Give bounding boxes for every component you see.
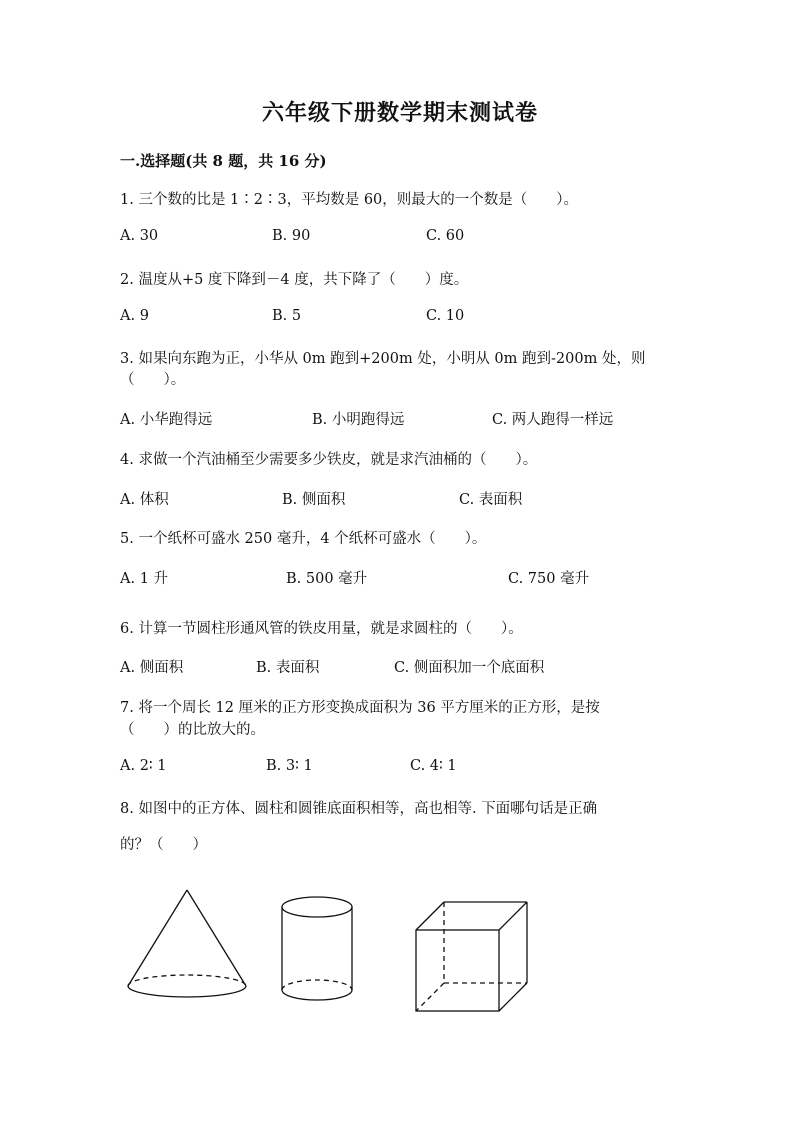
question-3-option-b[interactable]: B. 小明跑得远 — [312, 412, 405, 428]
question-1-option-c[interactable]: C. 60 — [426, 228, 465, 244]
question-5-option-a[interactable]: A. 1 升 — [120, 571, 169, 587]
question-5-option-c[interactable]: C. 750 毫升 — [508, 571, 590, 587]
question-7-text-line-2: （ ）的比放大的。 — [120, 722, 265, 738]
question-7-text-line-1: 7. 将一个周长 12 厘米的正方形变换成面积为 36 平方厘米的正方形，是按 — [120, 700, 600, 716]
question-4-option-a[interactable]: A. 体积 — [120, 492, 169, 508]
question-6-text: 6. 计算一节圆柱形通风管的铁皮用量，就是求圆柱的（ ）。 — [120, 621, 523, 637]
question-8-text-line-2: 的？（ ） — [120, 837, 207, 853]
question-2-text: 2. 温度从+5 度下降到－4 度，共下降了（ ）度。 — [120, 272, 469, 288]
question-3-option-c[interactable]: C. 两人跑得一样远 — [492, 412, 614, 428]
question-7-option-c[interactable]: C. 4∶ 1 — [410, 758, 457, 774]
question-1-option-a[interactable]: A. 30 — [120, 228, 159, 244]
question-5-text: 5. 一个纸杯可盛水 250 毫升，4 个纸杯可盛水（ ）。 — [120, 531, 487, 547]
solids-figure — [110, 880, 540, 1020]
question-6-option-c[interactable]: C. 侧面积加一个底面积 — [394, 660, 545, 676]
question-3-text-line-1: 3. 如果向东跑为正，小华从 0m 跑到+200m 处，小明从 0m 跑到-200m 处，则 — [120, 351, 646, 367]
question-2-option-c[interactable]: C. 10 — [426, 308, 465, 324]
question-8-text-line-1: 8. 如图中的正方体、圆柱和圆锥底面积相等，高也相等. 下面哪句话是正确 — [120, 801, 598, 817]
section-heading: 一.选择题(共 8 题，共 16 分) — [120, 152, 327, 170]
question-2-option-b[interactable]: B. 5 — [272, 308, 302, 324]
question-6-option-a[interactable]: A. 侧面积 — [120, 660, 184, 676]
question-4-text: 4. 求做一个汽油桶至少需要多少铁皮，就是求汽油桶的（ ）。 — [120, 452, 538, 468]
question-2-option-a[interactable]: A. 9 — [120, 308, 149, 324]
question-4-option-c[interactable]: C. 表面积 — [459, 492, 523, 508]
question-1-text: 1. 三个数的比是 1∶2∶3，平均数是 60，则最大的一个数是（ ）。 — [120, 192, 579, 208]
question-4-option-b[interactable]: B. 侧面积 — [282, 492, 346, 508]
page-title: 六年级下册数学期末测试卷 — [261, 100, 538, 126]
question-7-option-a[interactable]: A. 2∶ 1 — [120, 758, 167, 774]
question-3-option-a[interactable]: A. 小华跑得远 — [120, 412, 213, 428]
question-7-option-b[interactable]: B. 3∶ 1 — [266, 758, 313, 774]
question-5-option-b[interactable]: B. 500 毫升 — [286, 571, 368, 587]
cylinder-figure — [282, 897, 352, 1000]
question-1-option-b[interactable]: B. 90 — [272, 228, 311, 244]
question-3-text-line-2: （ ）。 — [120, 372, 186, 388]
question-6-option-b[interactable]: B. 表面积 — [256, 660, 320, 676]
cube-figure — [416, 902, 527, 1011]
cone-figure — [128, 890, 246, 997]
